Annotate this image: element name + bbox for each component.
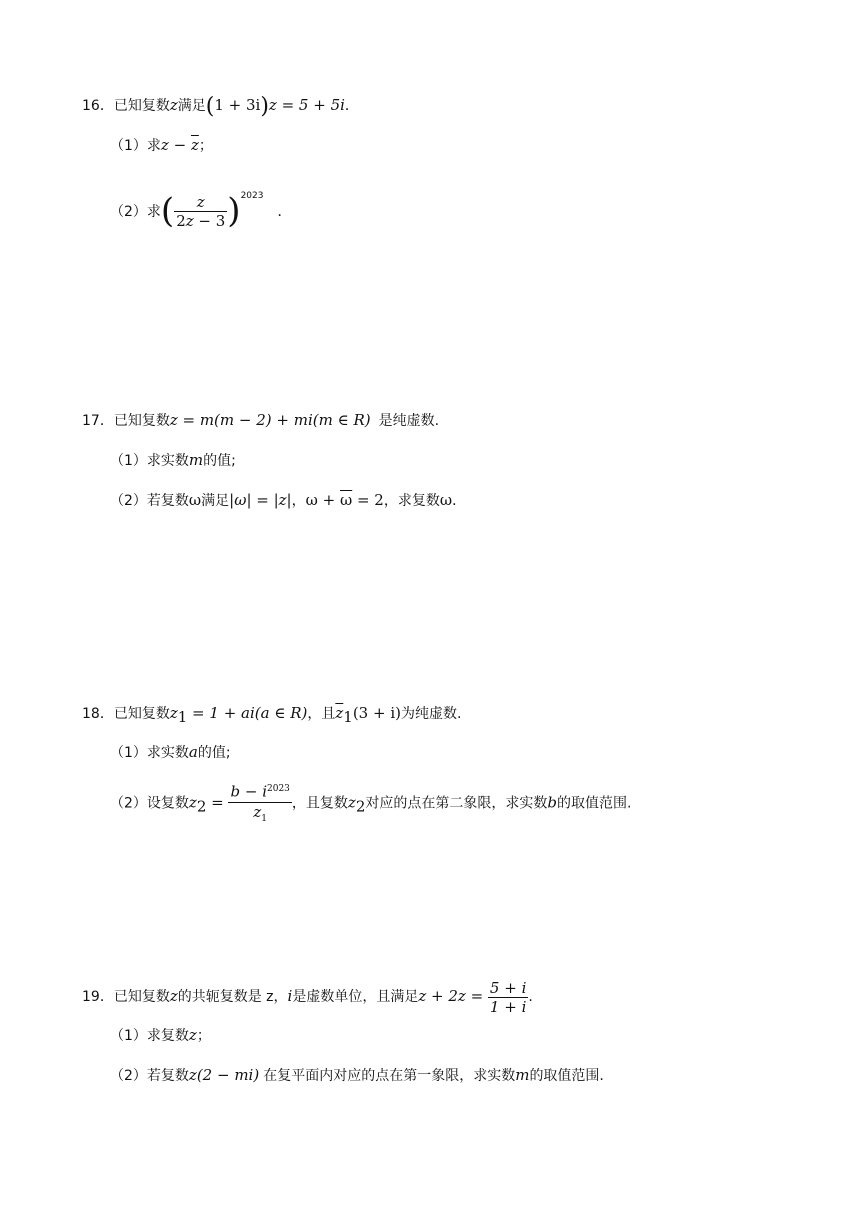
q19-part1: （1）求复数z； <box>110 1026 211 1044</box>
q19-number: 19． <box>82 989 114 1005</box>
q17-part2: （2）若复数ω满足|ω| = |z|，$\omega + \overline{\omega} = 2$，求复数ω． <box>110 491 467 509</box>
q16-part2: （2）求( $\frac{z}{2\overline{z} - 3}$ )$^{2023}$． <box>110 191 292 231</box>
q16-stem: 16．已知复数z满足(1 + 3i)z = 5 + 5i． <box>82 94 359 119</box>
q18-part1: （1）求实数a的值; <box>110 743 231 761</box>
q19-part2: （2）若复数z(2 − mi) 在复平面内对应的点在第一象限，求实数m的取值范围. <box>110 1066 604 1084</box>
q19-fraction: $\frac{5 + i}{1 + i}$ <box>489 978 527 1016</box>
q18-part2: （2）设复数$z_2$ = $\frac{b - i^{2023}}{z_1}$ ，且复数$z_2$对应的点在第二象限，求实数b的取值范围. <box>110 780 631 829</box>
q16-fraction: $\frac{z}{2\overline{z} - 3}$ <box>176 193 226 230</box>
q17-stem: 17．已知复数z = m(m − 2) + mi(m ∈ R) 是纯虚数. <box>82 411 440 429</box>
q16-number: 16． <box>82 98 114 114</box>
q19-stem: 19．已知复数z的共轭复数是 z，i是虚数单位，且满足z + 2z = $\frac{5 + i}{1 + i}$ . <box>82 978 533 1016</box>
q18-number: 18． <box>82 706 114 722</box>
q17-part1: （1）求实数m的值; <box>110 451 236 469</box>
q18-stem: 18．已知复数$z_1 = 1 + ai(a$ ∈ R)，且$\overline{z}_1(3 + i)$为纯虚数. <box>82 704 462 726</box>
q17-number: 17． <box>82 413 114 429</box>
q16-part1: （1）求$z - \overline{z}$； <box>110 136 213 154</box>
q18-fraction: $\frac{b - i^{2023}}{z_1}$ <box>228 780 291 827</box>
